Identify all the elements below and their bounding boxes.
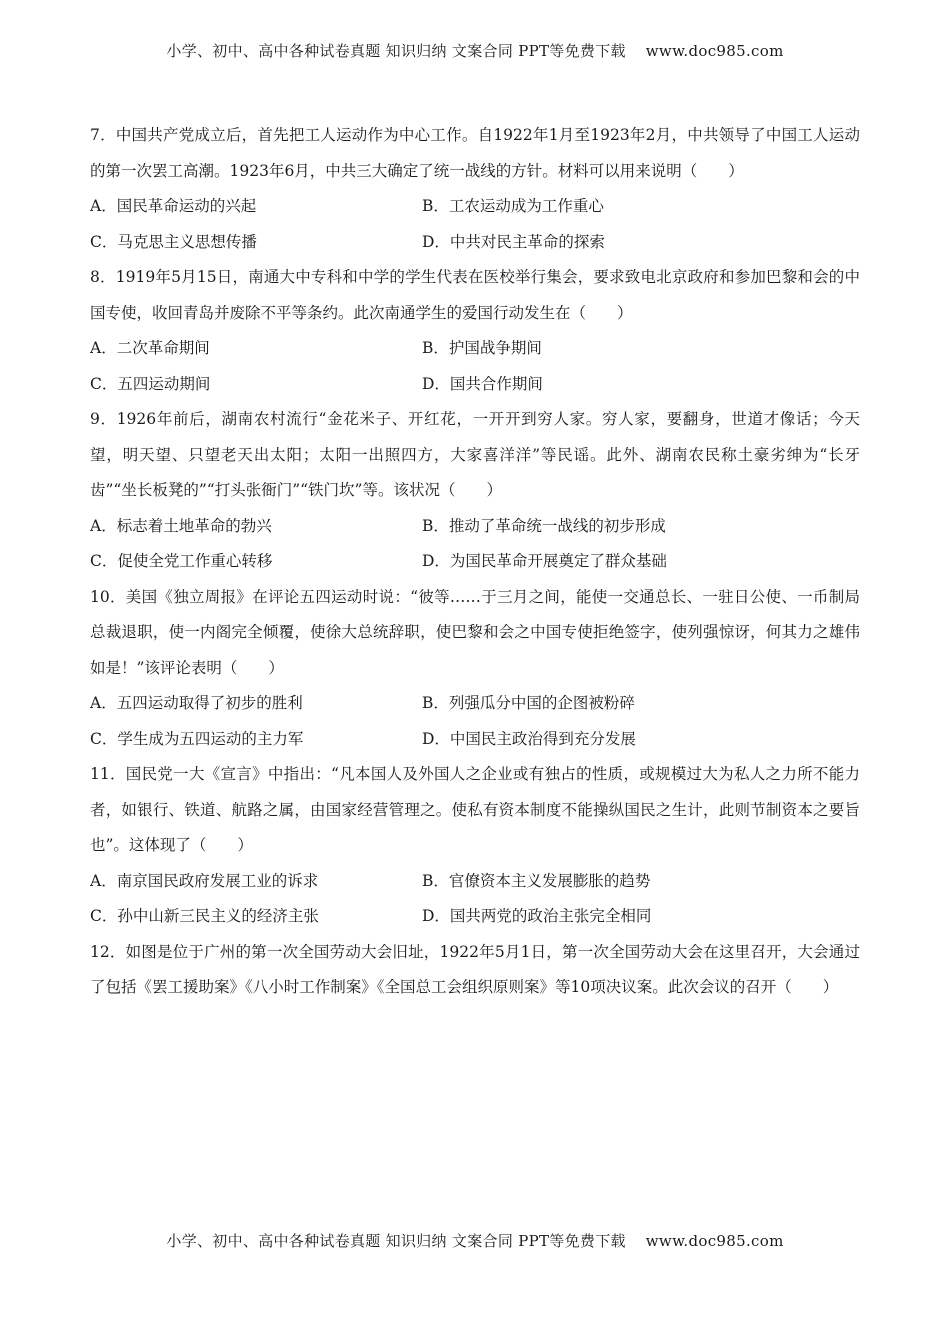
option-grid [90,686,860,757]
page-footer [0,1230,950,1251]
question-8 [90,260,860,402]
option-d: D．中共对民主革命的探索 [422,232,605,251]
option-a: A．南京国民政府发展工业的诉求 [90,871,319,890]
question-stem: 8．1919年5月15日，南通大中专科和中学的学生代表在医校举行集会，要求致电北京政府和参加巴黎和会的中国专使，收回青岛并废除不平等条约。此次南通学生的爱国行动发生在（ ） [90,268,860,322]
page-header [0,40,950,61]
question-9 [90,402,860,580]
option-c: C．促使全党工作重心转移 [90,552,273,570]
header-site-link[interactable]: www.doc985.com [645,42,784,60]
question-stem: 10．美国《独立周报》在评论五四运动时说：“彼等……于三月之间，能使一交通总长、一驻日公使、一币制局总裁退职，使一内阁完全倾覆，使徐大总统辞职，使巴黎和会之中国专使拒绝签字，使列强惊讶，何其力之雄伟如是！”该评论表明（ ） [90,587,860,677]
option-c: C．马克思主义思想传播 [90,232,257,251]
option-c: C．五四运动期间 [90,374,211,393]
footer-text: 小学、初中、高中各种试卷真题 知识归纳 文案合同 PPT等免费下载 [166,1232,626,1250]
question-12 [90,935,860,1006]
option-grid [90,189,860,260]
option-c: C．孙中山新三民主义的经济主张 [90,907,319,925]
question-10 [90,580,860,758]
footer-site-link[interactable]: www.doc985.com [645,1232,784,1250]
question-stem: 9．1926年前后，湖南农村流行“金花米子、开红花，一开开到穷人家。穷人家，要翻身，世道才像话；今天望，明天望、只望老天出太阳；太阳一出照四方，大家喜洋洋”等民谣。此外、湖南农民称土豪劣绅为“长牙齿”“坐长板凳的”“打头张衙门”“铁门坎”等。该状况（ ） [90,410,860,499]
option-b: B．护国战争期间 [422,339,542,357]
option-b: B．官僚资本主义发展膨胀的趋势 [422,871,651,890]
question-stem: 11．国民党一大《宣言》中指出：“凡本国人及外国人之企业或有独占的性质，或规模过大为私人之力所不能力者，如银行、铁道、航路之属，由国家经营管理之。使私有资本制度不能操纵国民之生计，此则节制资本之要旨也”。这体现了（ ） [90,765,860,854]
option-a: A．二次革命期间 [90,339,210,357]
option-a: A．国民革命运动的兴起 [90,197,257,215]
option-c: C．学生成为五四运动的主力军 [90,729,304,748]
question-7 [90,118,860,260]
option-a: A．五四运动取得了初步的胜利 [90,694,303,712]
option-d: D．中国民主政治得到充分发展 [422,729,636,748]
option-d: D．国共两党的政治主张完全相同 [422,907,652,925]
option-d: D．为国民革命开展奠定了群众基础 [422,552,667,570]
header-text: 小学、初中、高中各种试卷真题 知识归纳 文案合同 PPT等免费下载 [166,42,626,60]
option-grid [90,864,860,935]
option-grid [90,509,860,580]
question-stem: 7．中国共产党成立后，首先把工人运动作为中心工作。自1922年1月至1923年2月，中共领导了中国工人运动的第一次罢工高潮。1923年6月，中共三大确定了统一战线的方针。材料可以用来说明（ ） [90,126,860,180]
option-grid [90,331,860,402]
option-b: B．推动了革命统一战线的初步形成 [422,516,666,535]
question-11 [90,757,860,935]
option-d: D．国共合作期间 [422,374,543,393]
question-list [90,118,860,1006]
option-b: B．工农运动成为工作重心 [422,197,604,215]
option-a: A．标志着土地革命的勃兴 [90,516,272,535]
question-stem: 12．如图是位于广州的第一次全国劳动大会旧址，1922年5月1日，第一次全国劳动大会在这里召开，大会通过了包括《罢工援助案》《八小时工作制案》《全国总工会组织原则案》等10项决议案。此次会议的召开（ ） [90,942,860,996]
option-b: B．列强瓜分中国的企图被粉碎 [422,694,635,712]
